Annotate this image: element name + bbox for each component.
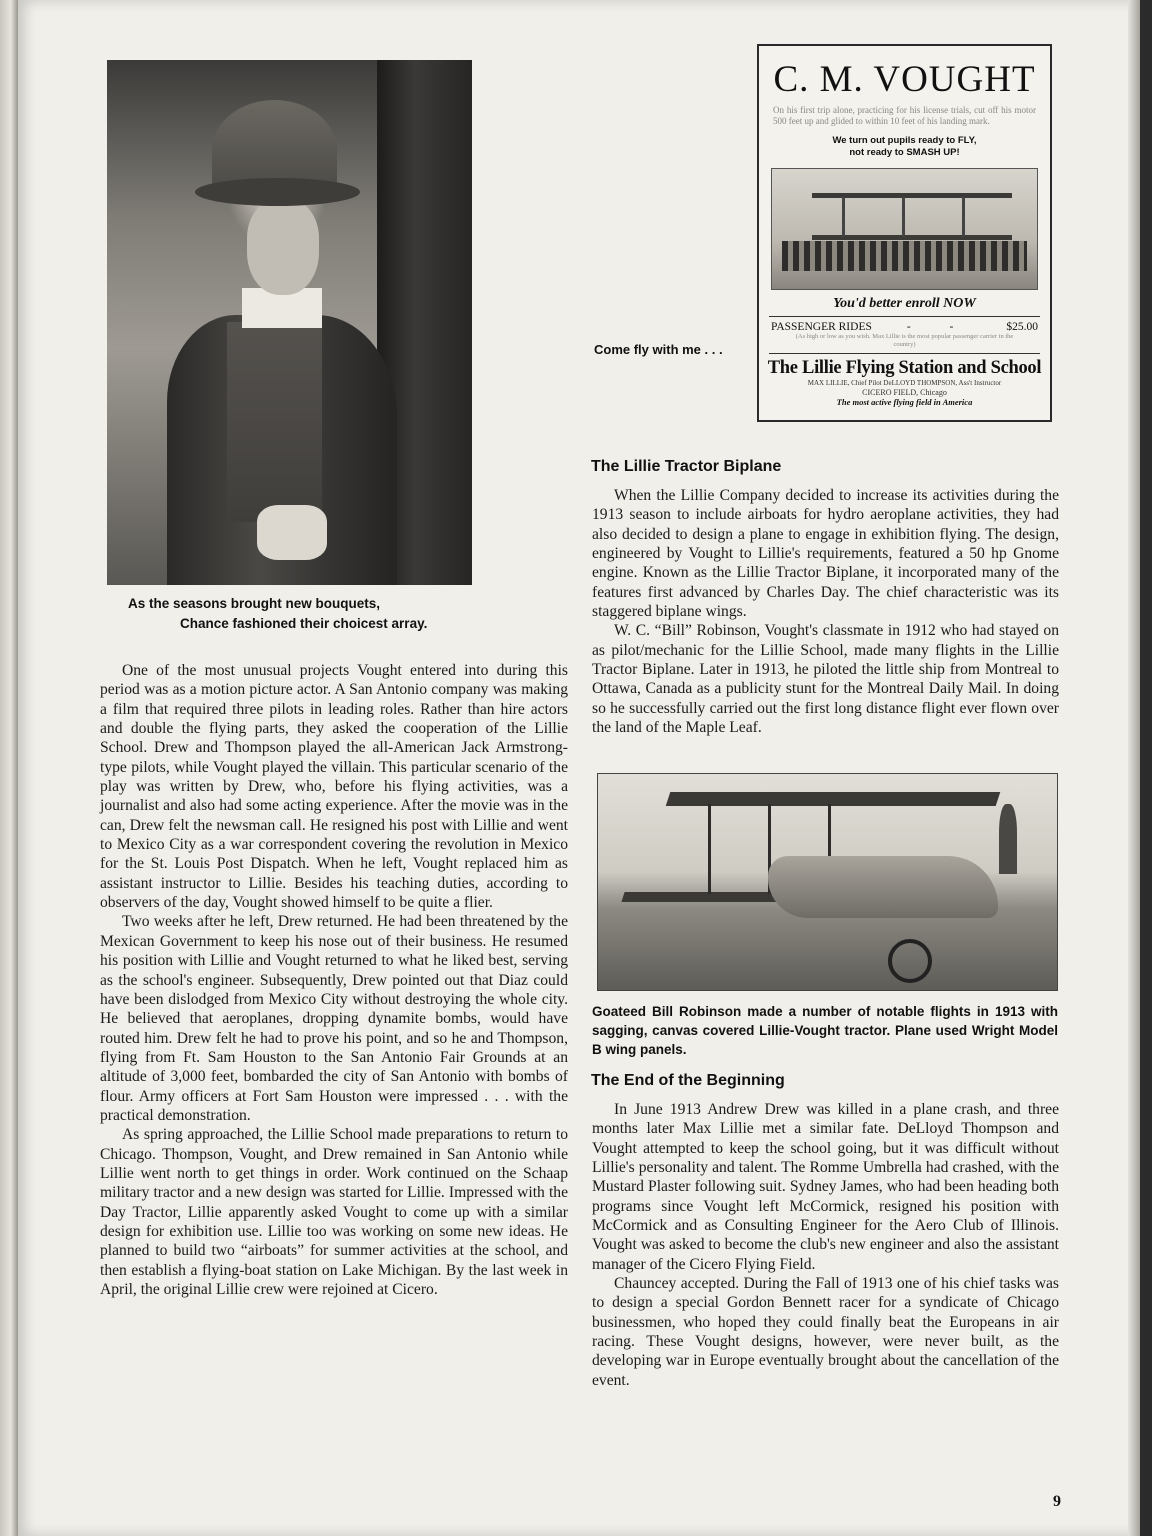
paragraph: Two weeks after he left, Drew returned. He had been threatened by the Mexican Government to keep his nose out of their business. He resumed his position with Lillie and Vought returned to what he liked best, serving as the school's engineer. Subsequently, Drew pointed out that Diaz could have been dislodged from Mexico City without destroying the whole city. He believed that aeroplanes, dropping dynamite bombs, would have routed him. Drew felt he had to prove his point, and so he and Thompson, flying from Ft. Sam Houston to the San Antonio Fair Grounds at an altitude of 3,000 feet, bombarded the city of San Antonio with bombs of flour. Army officers at Fort Sam Houston were impressed . . . with the practical demonstration. — [100, 913, 568, 1124]
paragraph: As spring approached, the Lillie School made preparations to return to Chicago. Thompson, Vought, and Drew remained in San Antonio while Lillie went north to get things in order. Work continued on the Schaap military tractor and a new design was started for Lillie. Impressed with the Day Tractor, Lillie apparently asked Vought to come up with a similar design for exhibition use. Lillie too was working on some new ideas. He planned to build two “airboats” for summer activities at the school, and then establish a flying-boat station on Lake Michigan. By the last week in April, the original Lillie crew were rejoined at Cicero. — [100, 1126, 568, 1298]
portrait-caption — [128, 594, 488, 634]
plane-caption: Goateed Bill Robinson made a number of notable flights in 1913 with sagging, canvas covered Lillie-Vought tractor. Plane used Wright Model B wing panels. — [592, 1004, 1058, 1057]
paragraph: Chauncey accepted. During the Fall of 1913 one of his chief tasks was to design a special Gordon Bennett racer for a syndicate of Chicago businessmen, who hoped they could finally beat the Europeans in air racing. These Vought designs, however, were never built, as the developing war in Europe eventually brought about the cancellation of the event. — [592, 1275, 1059, 1389]
vought-advertisement — [757, 44, 1052, 422]
ad-title: C. M. VOUGHT — [773, 59, 1036, 100]
ad-tagline-line1: We turn out pupils ready to FLY, — [832, 135, 977, 146]
ad-active-field: The most active flying field in America — [836, 397, 973, 407]
ad-blurb: On his first trip alone, practicing for his license trials, cut off his motor 500 feet up and glided to within 10 feet of his landing mark. — [773, 105, 1036, 126]
ad-tagline — [759, 135, 1050, 159]
ad-side-label: Come fly with me . . . — [594, 342, 723, 357]
paragraph: In June 1913 Andrew Drew was killed in a plane crash, and three months later Max Lillie met a similar fate. DeLloyd Thompson and Vought attempted to keep the school going, but it was difficult without Lillie's personality and talent. The Romme Umbrella had crashed, with the Mustard Plaster following suit. Sydney James, who had been heading both programs since Vought left McCormick, resigned his position with McCormick and as Consulting Engineer for the Aero Club of Illinois. Vought was asked to become the club's new engineer and also the assistant manager of the Cicero Flying Field. — [592, 1101, 1059, 1273]
ad-enroll: You'd better enroll NOW — [833, 296, 976, 311]
paragraph: W. C. “Bill” Robinson, Vought's classmate in 1912 who had stayed on as pilot/mechanic for the Lillie School, made many flights in the Lillie Tractor Biplane. Later in 1913, he piloted the little ship from Montreal to Ottawa, Canada as a publicity stunt for the Montreal Daily Mail. In doing so he successfully carried out the first long distance flight ever flown over the land of the Maple Leaf. — [592, 622, 1059, 737]
tractor-biplane-photo — [597, 773, 1058, 991]
ad-field: CICERO FIELD, Chicago — [862, 388, 947, 397]
ad-biplane-photo — [771, 168, 1038, 290]
section-heading-tractor-biplane: The Lillie Tractor Biplane — [591, 458, 782, 475]
page-number: 9 — [1053, 1493, 1061, 1510]
portrait-caption-line2: Chance fashioned their choicest array. — [180, 616, 428, 631]
portrait-photo — [107, 60, 472, 585]
paragraph: One of the most unusual projects Vought entered into during this period was as a motion picture actor. A San Antonio company was making a film that required three pilots in leading roles. Rather than hire actors and double the flying parts, they asked the cooperation of the Lillie School. Drew and Thompson played the all-American Jack Armstrong-type pilots, while Vought played the villain. This particular scenario of the play was written by Drew, who, before his flying activities, was a journalist and also had some acting experience. After the movie was in the can, Drew felt the newsman call. He resigned his post with Lillie and went to Mexico City as a war correspondent covering the revolution in Mexico for the St. Louis Post Dispatch. When he left, Vought replaced him as assistant instructor to Lillie. Besides his teaching duties, according to observers of the day, Vought showed himself to be quite a flier. — [100, 662, 568, 912]
ad-tagline-line2: not ready to SMASH UP! — [849, 147, 960, 158]
ad-rides-dashes: - - — [906, 321, 972, 333]
ad-staff: MAX LILLIE, Chief Pilot DeLLOYD THOMPSON, Ass't Instructor — [807, 379, 1002, 387]
section-heading-end-of-beginning: The End of the Beginning — [591, 1072, 785, 1089]
ad-rides-label: PASSENGER RIDES — [771, 321, 872, 333]
facing-page-edge — [0, 0, 18, 1536]
ad-school-name: The Lillie Flying Station and School — [767, 358, 1042, 378]
ad-rides-fine: (As high or low as you wish. Max Lillie is the most popular passenger carrier in the country) — [795, 333, 1014, 348]
section1-text — [592, 486, 1059, 737]
page-edge-shadow — [1128, 0, 1140, 1536]
left-column-text — [100, 661, 568, 1299]
portrait-caption-line1: As the seasons brought new bouquets, — [128, 596, 381, 611]
ad-passenger-rides — [759, 321, 1050, 333]
paragraph: When the Lillie Company decided to increase its activities during the 1913 season to include airboats for hydro aeroplane activities, they had also decided to design a plane to engage in exhibition flying. The design, engineered by Vought to Lillie's requirements, featured a 50 hp Gnome engine. Known as the Lillie Tractor Biplane, it incorporated many of the features first advanced by Charles Day. The chief characteristic was its staggered biplane wings. — [592, 487, 1059, 621]
ad-rides-price: $25.00 — [1006, 321, 1038, 333]
section2-text — [592, 1100, 1059, 1390]
